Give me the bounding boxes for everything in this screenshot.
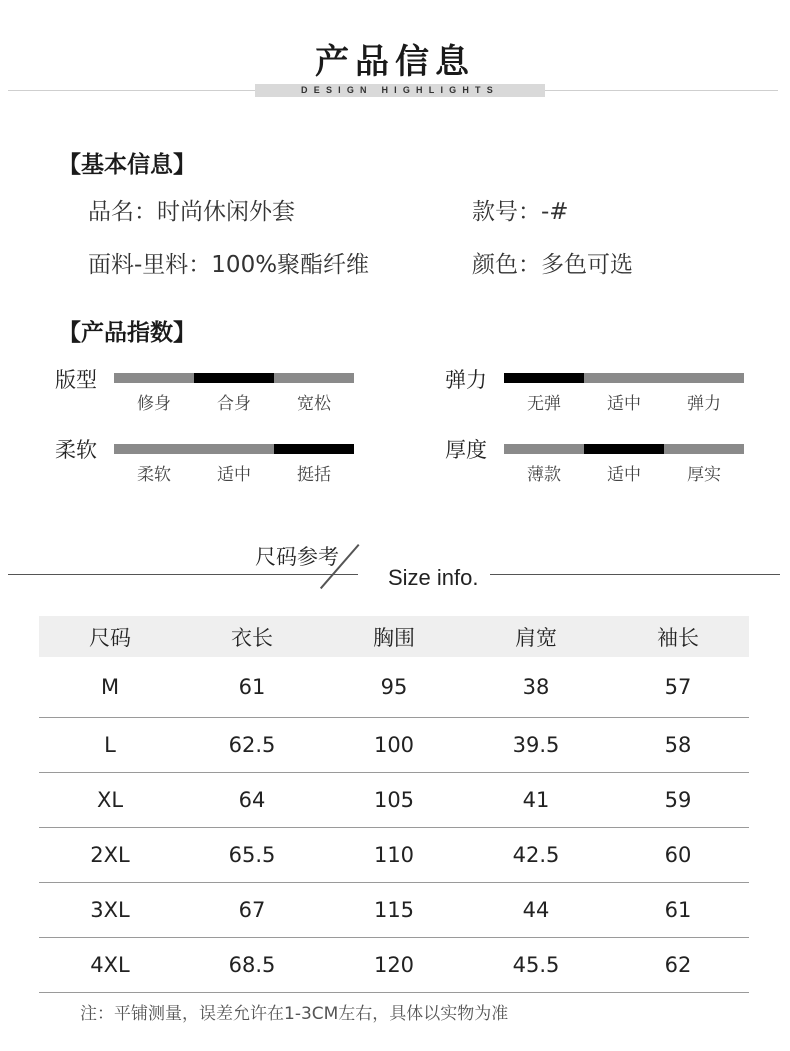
table-cell: 100: [323, 718, 465, 773]
elastic-option: 弹力: [687, 394, 721, 414]
elastic-segment: [664, 373, 744, 383]
fit-option: 合身: [217, 394, 251, 414]
size-info-title-en: Size info.: [388, 565, 479, 590]
table-cell: 110: [323, 828, 465, 883]
table-cell: 115: [323, 883, 465, 938]
measurement-note: 注：平铺测量，误差允许在1-3CM左右，具体以实物为准: [80, 1004, 509, 1024]
elastic-indicator-bar: [504, 373, 744, 383]
table-row: [39, 718, 749, 773]
size-table-header: [39, 616, 749, 657]
softness-option: 挺括: [297, 465, 331, 485]
thickness-option: 适中: [607, 465, 641, 485]
thickness-segment: [504, 444, 584, 454]
page-title: 产品信息: [315, 42, 475, 82]
table-row: [39, 657, 749, 718]
softness-label: 柔软: [55, 438, 97, 462]
fit-option: 宽松: [297, 394, 331, 414]
table-cell: 39.5: [465, 718, 607, 773]
basic-info-heading: 【基本信息】: [58, 152, 196, 178]
fit-option: 修身: [137, 394, 171, 414]
elastic-segment: [504, 373, 584, 383]
product-index-heading: 【产品指数】: [58, 320, 196, 346]
table-cell: 38: [465, 657, 607, 718]
softness-option: 适中: [217, 465, 251, 485]
fit-options: [114, 389, 354, 414]
fit-segment: [114, 373, 194, 383]
table-row: [39, 883, 749, 938]
thickness-segment: [584, 444, 664, 454]
size-info-divider-right: [490, 574, 780, 575]
softness-indicator-bar: [114, 444, 354, 454]
table-cell: 60: [607, 828, 749, 883]
table-cell: 57: [607, 657, 749, 718]
table-cell: 68.5: [181, 938, 323, 993]
size-table: [39, 616, 749, 993]
fit-label: 版型: [55, 368, 97, 392]
header-sleeve: 袖长: [607, 616, 749, 657]
fit-indicator-bar: [114, 373, 354, 383]
table-cell: 45.5: [465, 938, 607, 993]
product-name: 品名：时尚休闲外套: [88, 199, 295, 225]
size-info-divider-left: [8, 574, 358, 575]
table-cell: 61: [181, 657, 323, 718]
product-fabric: 面料-里料：100%聚酯纤维: [88, 252, 370, 278]
table-cell: 62: [607, 938, 749, 993]
elastic-options: [504, 389, 744, 414]
table-cell: 64: [181, 773, 323, 828]
header-length: 衣长: [181, 616, 323, 657]
thickness-segment: [664, 444, 744, 454]
table-cell: 67: [181, 883, 323, 938]
table-cell: 120: [323, 938, 465, 993]
header-shoulder: 肩宽: [465, 616, 607, 657]
table-cell: 95: [323, 657, 465, 718]
table-cell: L: [39, 718, 181, 773]
thickness-label: 厚度: [445, 438, 487, 462]
table-cell: XL: [39, 773, 181, 828]
table-cell: 61: [607, 883, 749, 938]
elastic-option: 适中: [607, 394, 641, 414]
table-cell: 2XL: [39, 828, 181, 883]
thickness-indicator-bar: [504, 444, 744, 454]
softness-option: 柔软: [137, 465, 171, 485]
table-cell: 62.5: [181, 718, 323, 773]
fit-segment: [274, 373, 354, 383]
elastic-option: 无弹: [527, 394, 561, 414]
softness-segment: [274, 444, 354, 454]
product-model: 款号：-#: [472, 199, 569, 225]
thickness-option: 薄款: [527, 465, 561, 485]
header-size: 尺码: [39, 616, 181, 657]
table-row: [39, 938, 749, 993]
table-cell: 42.5: [465, 828, 607, 883]
table-cell: 3XL: [39, 883, 181, 938]
table-cell: 58: [607, 718, 749, 773]
elastic-label: 弹力: [445, 368, 487, 392]
table-cell: 105: [323, 773, 465, 828]
table-cell: 41: [465, 773, 607, 828]
fit-segment: [194, 373, 274, 383]
table-cell: 65.5: [181, 828, 323, 883]
thickness-options: [504, 460, 744, 485]
table-row: [39, 773, 749, 828]
size-info-title-cn: 尺码参考: [255, 545, 339, 569]
softness-options: [114, 460, 354, 485]
elastic-segment: [584, 373, 664, 383]
table-row: [39, 828, 749, 883]
table-cell: 59: [607, 773, 749, 828]
table-cell: 44: [465, 883, 607, 938]
product-color: 颜色：多色可选: [472, 252, 633, 278]
design-highlights-banner: DESIGN HIGHLIGHTS: [255, 84, 545, 97]
table-cell: M: [39, 657, 181, 718]
thickness-option: 厚实: [687, 465, 721, 485]
header-chest: 胸围: [323, 616, 465, 657]
softness-segment: [114, 444, 194, 454]
softness-segment: [194, 444, 274, 454]
table-cell: 4XL: [39, 938, 181, 993]
